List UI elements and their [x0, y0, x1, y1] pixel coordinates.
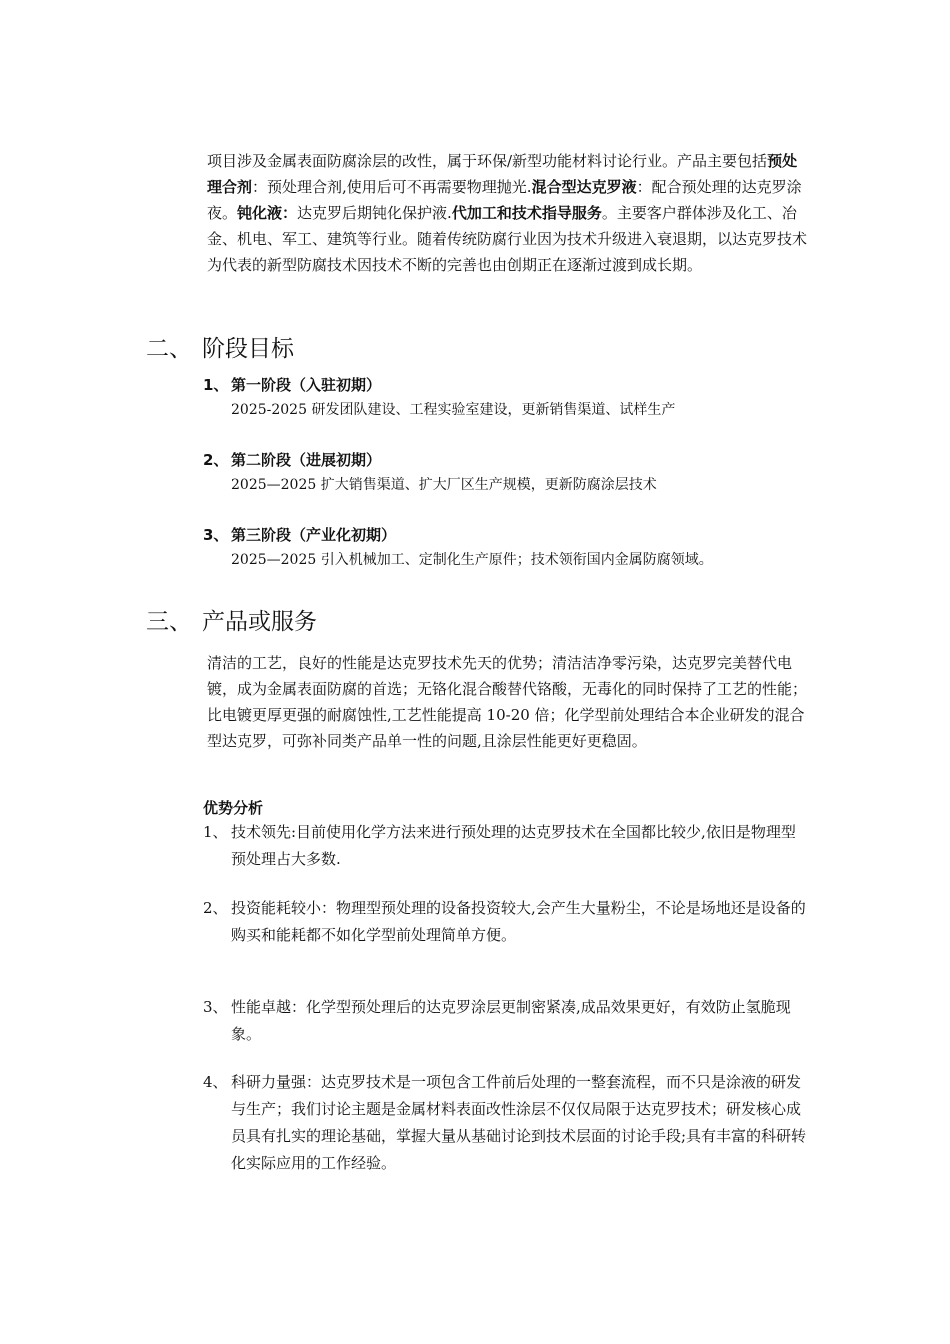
stage-title-text: 第二阶段（进展初期）: [231, 451, 382, 469]
intro-bold-dacromet-liquid: 混合型达克罗液: [531, 178, 637, 196]
intro-text-1: 项目涉及金属表面防腐涂层的改性，属于环保/新型功能材料讨论行业。产品主要包括: [207, 152, 768, 170]
stage-body: 2025—2025 引入机械加工、定制化生产原件；技术领衔国内金属防腐领域。: [231, 552, 713, 568]
advantage-text: 性能卓越：化学型预处理后的达克罗涂层更制密紧凑,成品效果更好，有效防止氢脆现象。: [231, 998, 791, 1043]
stage-title: [203, 374, 381, 396]
advantage-text: 技术领先:目前使用化学方法来进行预处理的达克罗技术在全国都比较少,依旧是物理型预处理占大多数.: [231, 823, 796, 868]
section-title: 阶段目标: [202, 336, 294, 362]
advantage-item: [203, 895, 808, 949]
intro-bold-passivation: 钝化液：: [237, 204, 298, 222]
stage-title: [203, 524, 396, 546]
products-paragraph: 清洁的工艺，良好的性能是达克罗技术先天的优势；清洁洁净零污染，达克罗完美替代电镀，成为金属表面防腐的首选；无铬化混合酸替代铬酸，无毒化的同时保持了工艺的性能；比电镀更厚更强的耐腐蚀性,工艺性能提高 10-20 倍；化学型前处理结合本企业研发的混合型达克罗，可弥补同类产品单一性的问题,且涂层性能更好更稳固。: [207, 654, 808, 750]
section-heading-stage-goals: [146, 334, 294, 364]
intro-paragraph: [207, 148, 807, 278]
advantage-item: [203, 1069, 808, 1177]
advantage-number: 1、: [203, 823, 228, 841]
advantage-item: [203, 819, 808, 873]
advantage-analysis-heading: 优势分析: [203, 799, 264, 817]
stage-title-text: 第一阶段（入驻初期）: [231, 376, 382, 394]
stage-number: 1、: [203, 376, 229, 394]
intro-text-3: ：配合预处理的达克罗涂夜。: [207, 178, 802, 222]
intro-bold-pretreatment: 预处理合剂: [207, 152, 798, 196]
section-title: 产品或服务: [202, 609, 317, 635]
advantage-number: 2、: [203, 899, 228, 917]
intro-text-5: 。主要客户群体涉及化工、冶金、机电、军工、建筑等行业。随着传统防腐行业因为技术升级进入衰退期，以达克罗技术为代表的新型防腐技术因技术不断的完善也由创期正在逐渐过渡到成长期。: [207, 204, 808, 274]
advantage-number: 3、: [203, 998, 228, 1016]
section-number: 二、: [146, 336, 192, 362]
stage-title-text: 第三阶段（产业化初期）: [231, 526, 397, 544]
advantage-item: [203, 994, 808, 1048]
stage-body: 2025-2025 研发团队建设、工程实验室建设，更新销售渠道、试样生产: [231, 402, 676, 418]
section-number: 三、: [146, 609, 192, 635]
stage-number: 2、: [203, 451, 229, 469]
intro-text-2: ：预处理合剂,使用后可不再需要物理抛光.: [252, 178, 532, 196]
advantage-number: 4、: [203, 1073, 228, 1091]
intro-bold-service: 代加工和技术指导服务: [451, 204, 602, 222]
stage-number: 3、: [203, 526, 229, 544]
advantage-text: 科研力量强：达克罗技术是一项包含工件前后处理的一整套流程，而不只是涂液的研发与生产；我们讨论主题是金属材料表面改性涂层不仅仅局限于达克罗技术；研发核心成员具有扎实的理论基础，掌握大量从基础讨论到技术层面的讨论手段;具有丰富的科研转化实际应用的工作经验。: [231, 1073, 807, 1172]
advantage-text: 投资能耗较小：物理型预处理的设备投资较大,会产生大量粉尘，不论是场地还是设备的购买和能耗都不如化学型前处理简单方便。: [231, 899, 806, 944]
stage-body: 2025—2025 扩大销售渠道、扩大厂区生产规模，更新防腐涂层技术: [231, 477, 657, 493]
section-heading-products-services: [146, 607, 317, 637]
intro-text-4: 达克罗后期钝化保护液.: [297, 204, 452, 222]
stage-title: [203, 449, 381, 471]
